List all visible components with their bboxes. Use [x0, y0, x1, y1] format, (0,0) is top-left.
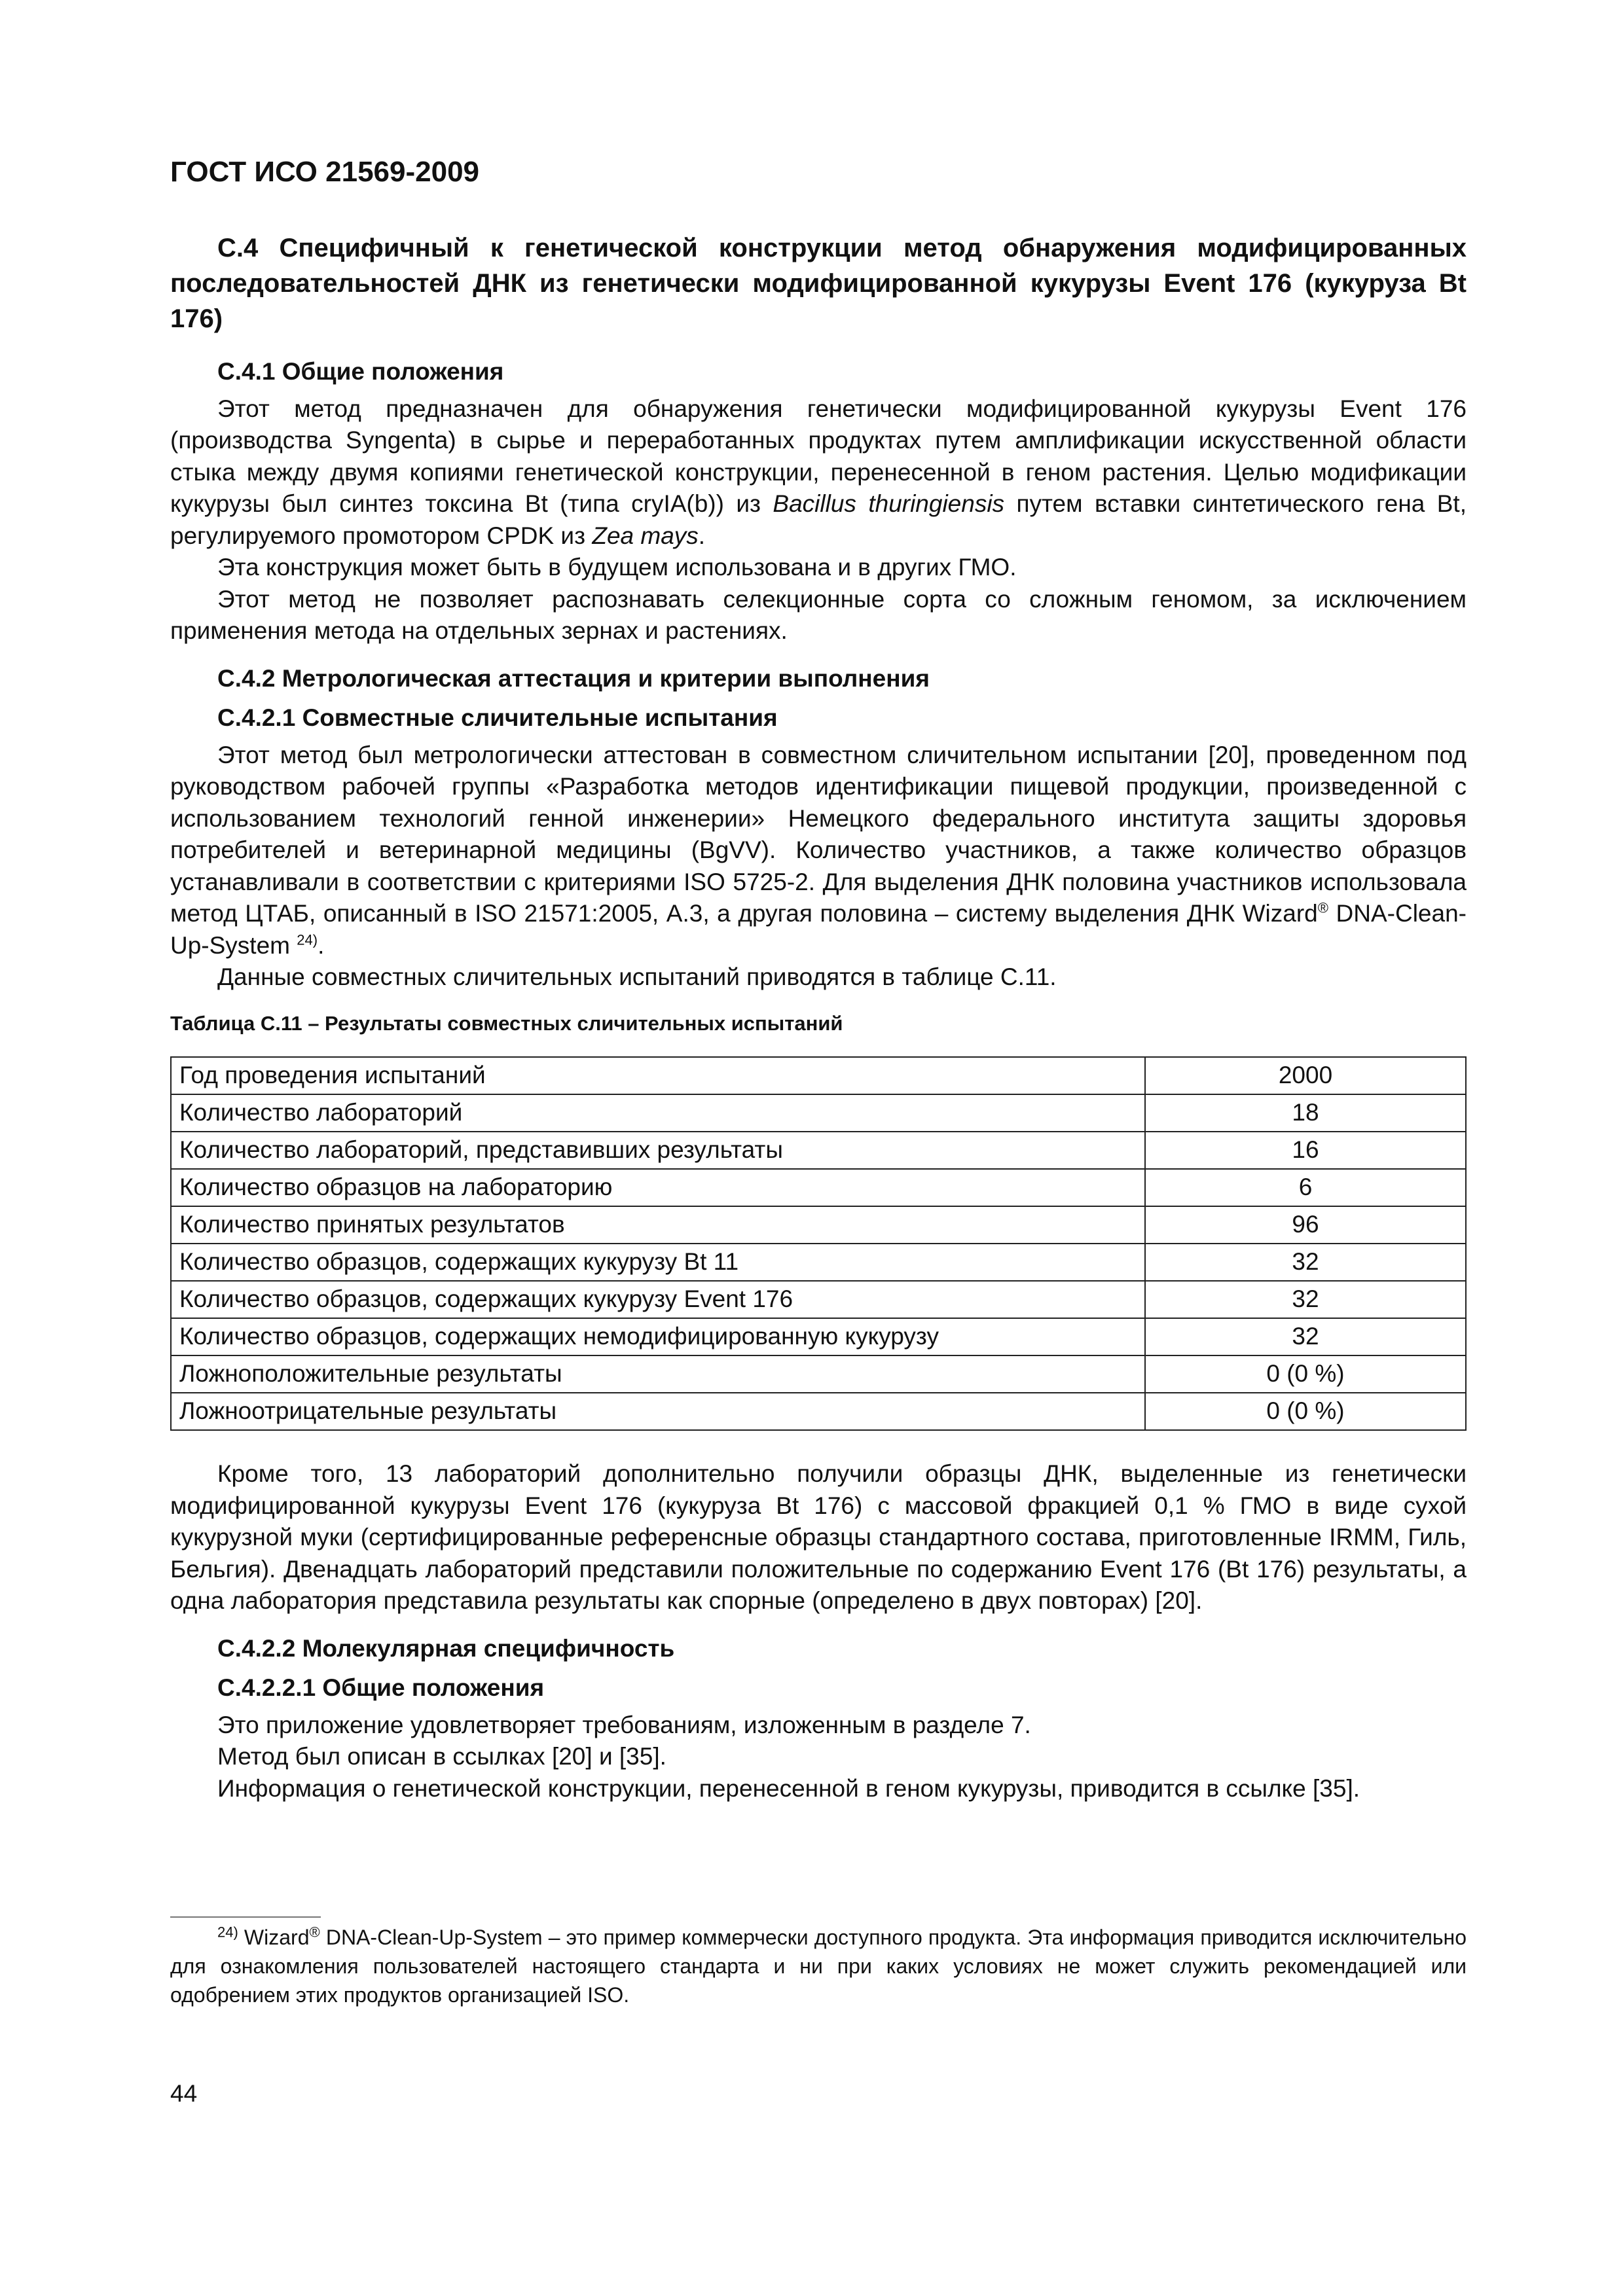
paragraph-text: Этот метод был метрологически аттестован в совместном сличительном испытании [20], проведенном под руководством рабочей группы «Разработка методов идентификации пищевой продукции, произведенной с использованием технологий генной инженерии» Немецкого федерального института защиты здоровья потребителей и ветеринарной медицины (BgVV). Количество участников, а также количество образцов устанавливали в соответствии с критериями ISO 5725-2. Для выделения ДНК половина участников использовала метод ЦТАБ, описанный в ISO 21571:2005, А.3, а другая половина – систему выделения ДНК Wizard — [170, 741, 1467, 927]
table-cell-value: 32 — [1145, 1281, 1466, 1318]
footnote-text: DNA-Clean-Up-System – это пример коммерчески доступного продукта. Эта информация приводится исключительно для ознакомления пользователей настоящего стандарта и ни при каких условиях не может служить рекомендацией или одобрением этих продуктов организацией ISO. — [170, 1926, 1467, 2007]
paragraph — [170, 740, 1467, 962]
table-cell-value: 16 — [1145, 1132, 1466, 1169]
paragraph-text: DNA-Clean-Up-System — [170, 900, 1467, 959]
table-cell-value: 32 — [1145, 1318, 1466, 1355]
table-cell-label: Ложноположительные результаты — [171, 1355, 1145, 1393]
footnote-ref: 24) — [297, 931, 318, 948]
paragraph: Данные совместных сличительных испытаний приводятся в таблице С.11. — [217, 963, 1057, 990]
table-row — [171, 1355, 1466, 1393]
table-cell-label: Количество лабораторий — [171, 1094, 1145, 1132]
paragraph-text: . — [698, 522, 706, 549]
species-name: Bacillus thuringiensis — [773, 490, 1005, 517]
paragraph: Метод был описан в ссылках [20] и [35]. — [217, 1743, 666, 1770]
paragraph — [170, 393, 1467, 552]
subsection-title: С.4.2.2.1 Общие положения — [217, 1674, 545, 1701]
paragraph-text: Этот метод предназначен для обнаружения генетически модифицированной кукурузы Event 176 (производства Syngenta) в сырье и переработанных продуктах путем амплификации искусственной области стыка между двумя копиями генетической конструкции, перенесенной в геном растения. Целью модификации кукурузы был синтез токсина Bt (типа cryIA(b)) из — [170, 395, 1467, 517]
species-name: Zea mays — [592, 522, 699, 549]
table-row — [171, 1169, 1466, 1206]
table-cell-value: 32 — [1145, 1244, 1466, 1281]
table-cell-value: 0 (0 %) — [1145, 1393, 1466, 1430]
paragraph: Эта конструкция может быть в будущем использована и в других ГМО. — [217, 554, 1017, 581]
paragraph-text: путем вставки синтетического гена Bt, регулируемого промотором CPDK из — [170, 490, 1467, 549]
table-cell-value: 6 — [1145, 1169, 1466, 1206]
results-table — [170, 1056, 1467, 1431]
subsection-title: С.4.2.2 Молекулярная специфичность — [217, 1634, 675, 1662]
table-cell-label: Количество принятых результатов — [171, 1206, 1145, 1244]
footnote-divider — [170, 1916, 321, 1918]
document-page — [170, 0, 1467, 2296]
table-row — [171, 1393, 1466, 1430]
table-row — [171, 1057, 1466, 1094]
paragraph: Кроме того, 13 лабораторий дополнительно получили образцы ДНК, выделенные из генетически модифицированной кукурузы Event 176 (кукуруза Bt 176) с массовой фракцией 0,1 % ГМО в виде сухой кукурузной муки (сертифицированные референсные образцы стандартного состава, приготовленные IRMM, Гиль, Бельгия). Двенадцать лабораторий представили положительные по содержанию Event 176 (Bt 176) результаты, а одна лаборатория представила результаты как спорные (определено в двух повторах) [20]. — [170, 1460, 1467, 1614]
footnote-text: Wizard — [238, 1926, 310, 1949]
subsection-title: С.4.2.1 Совместные сличительные испытания — [217, 704, 778, 731]
table-cell-label: Количество образцов, содержащих кукурузу Event 176 — [171, 1281, 1145, 1318]
paragraph: Это приложение удовлетворяет требованиям, изложенным в разделе 7. — [217, 1711, 1031, 1738]
paragraph: Этот метод не позволяет распознавать селекционные сорта со сложным геномом, за исключением применения метода на отдельных зернах и растениях. — [170, 585, 1467, 644]
document-header: ГОСТ ИСО 21569-2009 — [170, 156, 480, 188]
subsection-title: С.4.1 Общие положения — [217, 358, 504, 385]
table-cell-label: Количество образцов на лабораторию — [171, 1169, 1145, 1206]
table-cell-label: Количество лабораторий, представивших результаты — [171, 1132, 1145, 1169]
table-row — [171, 1206, 1466, 1244]
table-row — [171, 1132, 1466, 1169]
section-title: С.4 Специфичный к генетической конструкции метод обнаружения модифицированных последовательностей ДНК из генетически модифицированной кукурузы Event 176 (кукуруза Bt 176) — [170, 234, 1467, 333]
registered-mark: ® — [309, 1924, 320, 1941]
paragraph-text: . — [318, 931, 325, 959]
subsection-title: С.4.2 Метрологическая аттестация и критерии выполнения — [217, 664, 930, 692]
table-cell-value: 96 — [1145, 1206, 1466, 1244]
registered-mark: ® — [1317, 899, 1328, 916]
table-cell-label: Ложноотрицательные результаты — [171, 1393, 1145, 1430]
table-cell-label: Количество образцов, содержащих немодифицированную кукурузу — [171, 1318, 1145, 1355]
table-row — [171, 1244, 1466, 1281]
table-caption: Таблица С.11 – Результаты совместных сличительных испытаний — [170, 1011, 843, 1035]
page-number: 44 — [170, 2080, 198, 2107]
table-cell-label: Год проведения испытаний — [171, 1057, 1145, 1094]
document-body — [170, 230, 1467, 1804]
paragraph: Информация о генетической конструкции, перенесенной в геном кукурузы, приводится в ссылке [35]. — [217, 1774, 1360, 1802]
table-cell-value: 18 — [1145, 1094, 1466, 1132]
table-row — [171, 1281, 1466, 1318]
table-row — [171, 1318, 1466, 1355]
footnote — [170, 1923, 1467, 2009]
table-cell-value: 2000 — [1145, 1057, 1466, 1094]
table-row — [171, 1094, 1466, 1132]
table-cell-value: 0 (0 %) — [1145, 1355, 1466, 1393]
footnote-mark: 24) — [217, 1924, 238, 1941]
table-cell-label: Количество образцов, содержащих кукурузу Bt 11 — [171, 1244, 1145, 1281]
